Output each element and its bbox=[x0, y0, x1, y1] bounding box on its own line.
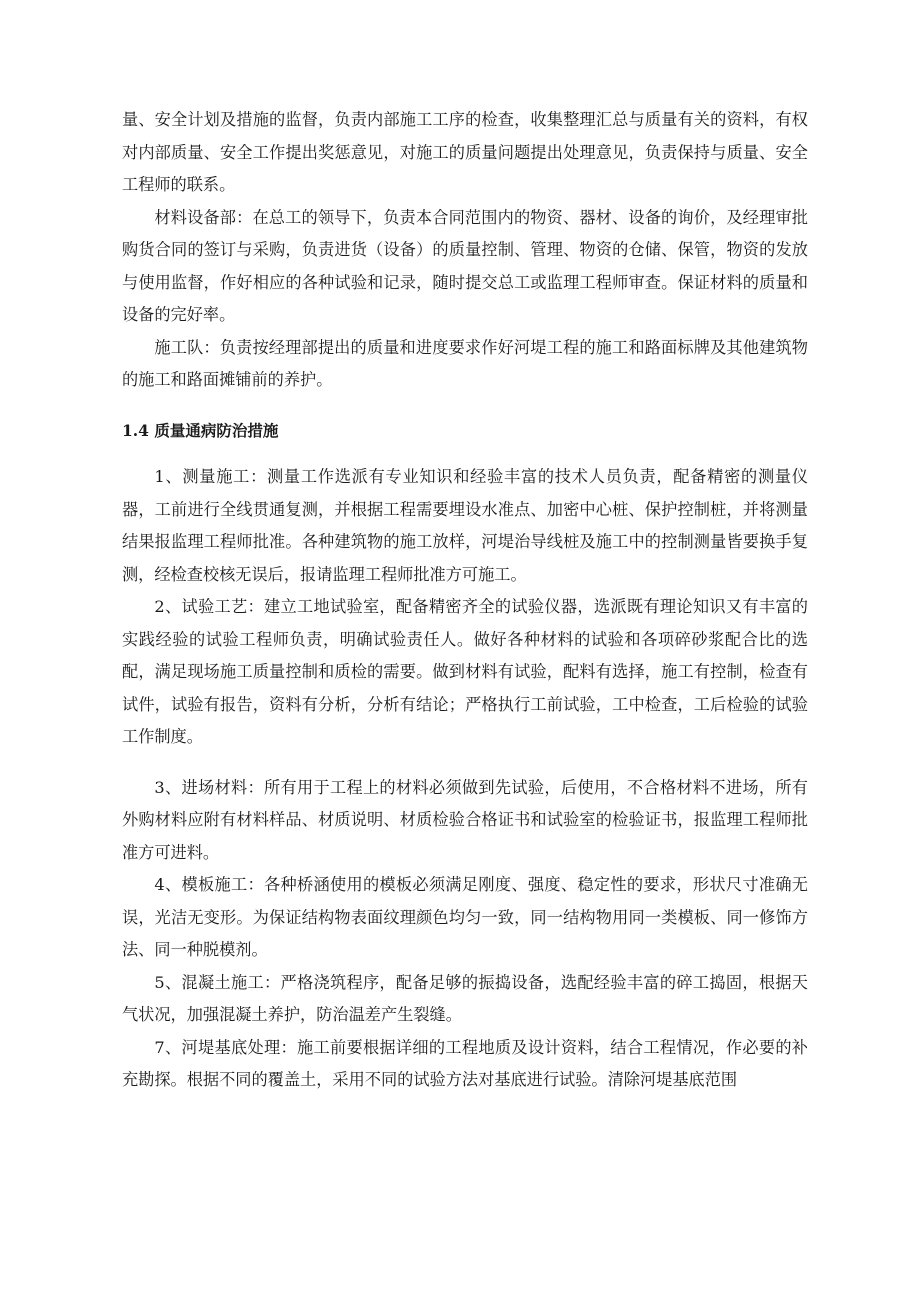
list-item-formwork: 4、模板施工：各种桥涵使用的模板必须满足刚度、强度、稳定性的要求，形状尺寸准确无误，光洁无变形。为保证结构物表面纹理颜色均匀一致，同一结构物用同一类模板、同一修饰方法、同一种脱模剂。 bbox=[122, 875, 808, 959]
paragraph-quality-safety-continued: 量、安全计划及措施的监督，负责内部施工工序的检查，收集整理汇总与质量有关的资料，有权对内部质量、安全工作提出奖惩意见，对施工的质量问题提出处理意见，负责保持与质量、安全工程师的联系。 bbox=[122, 110, 808, 194]
paragraph-materials-equipment-dept: 材料设备部：在总工的领导下，负责本合同范围内的物资、器材、设备的询价，及经理审批购货合同的签订与采购，负责进货（设备）的质量控制、管理、物资的仓储、保管，物资的发放与使用监督，作好相应的各种试验和记录，随时提交总工或监理工程师审查。保证材料的质量和设备的完好率。 bbox=[122, 207, 808, 324]
section-heading: 1.4 质量通病防治措施 bbox=[122, 420, 279, 440]
list-item-concrete: 5、混凝土施工：严格浇筑程序，配备足够的振捣设备，选配经验丰富的碎工捣固，根据天气状况，加强混凝土养护，防治温差产生裂缝。 bbox=[122, 972, 808, 1024]
list-item-testing: 2、试验工艺：建立工地试验室，配备精密齐全的试验仪器，选派既有理论知识又有丰富的实践经验的试验工程师负责，明确试验责任人。做好各种材料的试验和各项碎砂浆配合比的选配，满足现场施工质量控制和质检的需要。做到材料有试验，配料有选择，施工有控制，检查有试件，试验有报告，资料有分析，分析有结论；严格执行工前试验，工中检查，工后检验的试验工作制度。 bbox=[122, 597, 808, 746]
document-page bbox=[122, 104, 808, 1097]
list-item-foundation: 7、河堤基底处理：施工前要根据详细的工程地质及设计资料，结合工程情况，作必要的补充勘探。根据不同的覆盖土，采用不同的试验方法对基底进行试验。清除河堤基底范围 bbox=[122, 1037, 808, 1089]
list-item-survey: 1、测量施工：测量工作选派有专业知识和经验丰富的技术人员负责，配备精密的测量仪器，工前进行全线贯通复测，并根据工程需要埋设水准点、加密中心桩、保护控制桩，并将测量结果报监理工程师批准。各种建筑物的施工放样，河堤治导线桩及施工中的控制测量皆要换手复测，经检查校核无误后，报请监理工程师批准方可施工。 bbox=[122, 467, 808, 584]
list-item-incoming-materials: 3、进场材料：所有用于工程上的材料必须做到先试验，后使用，不合格材料不进场，所有外购材料应附有材料样品、材质说明、材质检验合格证书和试验室的检验证书，报监理工程师批准方可进料。 bbox=[122, 777, 808, 862]
paragraph-construction-team: 施工队：负责按经理部提出的质量和进度要求作好河堤工程的施工和路面标牌及其他建筑物的施工和路面摊铺前的养护。 bbox=[122, 337, 808, 389]
